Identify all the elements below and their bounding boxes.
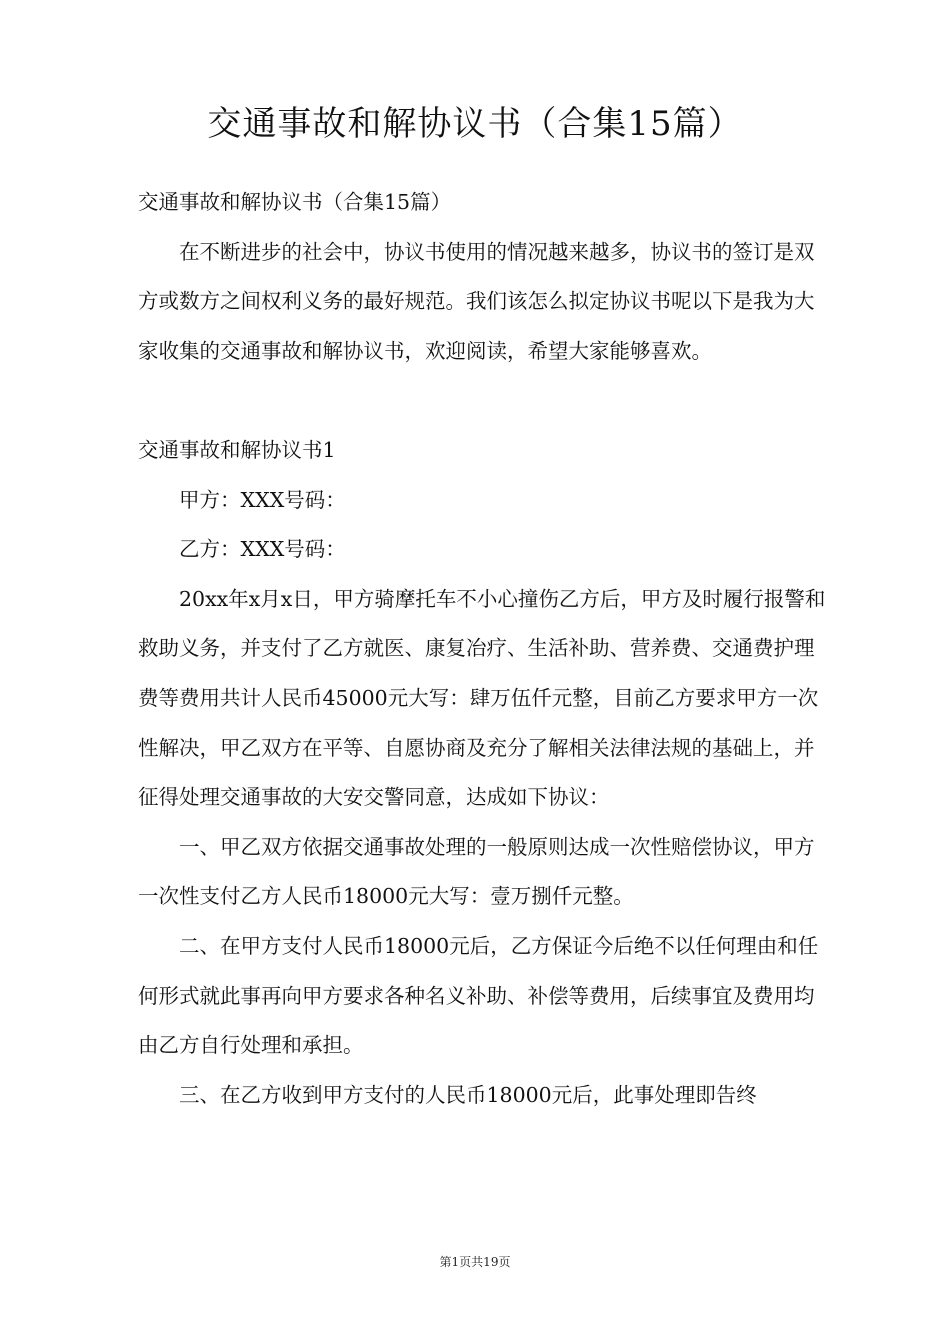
section-heading: 交通事故和解协议书1	[138, 437, 336, 462]
document-body	[138, 178, 828, 1120]
paragraph-gap	[138, 376, 828, 426]
intro-paragraph: 在不断进步的社会中，协议书使用的情况越来越多，协议书的签订是双方或数方之间权利义务的最好规范。我们该怎么拟定协议书呢以下是我为大家收集的交通事故和解协议书，欢迎阅读，希望大家能够喜欢。	[138, 239, 815, 363]
party-b-line: 乙方：XXX号码：	[179, 537, 346, 562]
clause-1: 一、甲乙双方依据交通事故处理的一般原则达成一次性赔偿协议，甲方一次性支付乙方人民币18000元大写：壹万捌仟元整。	[138, 834, 815, 909]
clause-3: 三、在乙方收到甲方支付的人民币18000元后，此事处理即告终	[179, 1082, 757, 1107]
incident-paragraph: 20xx年x月x日，甲方骑摩托车不小心撞伤乙方后，甲方及时履行报警和救助义务，并支付了乙方就医、康复冶疗、生活补助、营养费、交通费护理费等费用共计人民币45000元大写：肆万伍仟元整，目前乙方要求甲方一次性解决，甲乙双方在平等、自愿协商及充分了解相关法律法规的基础上，并征得处理交通事故的大安交警同意，达成如下协议：	[138, 586, 826, 810]
clause-2: 二、在甲方支付人民币18000元后，乙方保证今后绝不以任何理由和任何形式就此事再向甲方要求各种名义补助、补偿等费用，后续事宜及费用均由乙方自行处理和承担。	[138, 933, 819, 1058]
page-number-footer: 第1页共19页	[439, 1255, 511, 1269]
document-title: 交通事故和解协议书（合集15篇）	[207, 104, 743, 144]
party-a-line: 甲方：XXX号码：	[179, 487, 346, 512]
document-subtitle: 交通事故和解协议书（合集15篇）	[138, 190, 452, 214]
